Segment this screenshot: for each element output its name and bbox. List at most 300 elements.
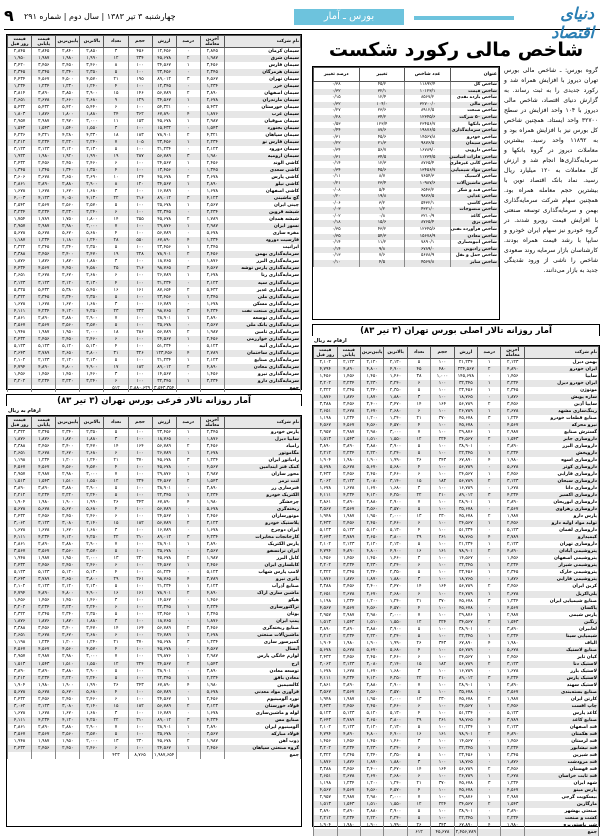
table-cell: ۲,۴۵۶ <box>337 471 360 478</box>
table-cell: ۳,۲۳۴ <box>501 380 524 387</box>
table-cell: ۲۴ <box>104 111 128 118</box>
table-cell: ۳ <box>176 76 200 83</box>
row-label: لنت ترمز <box>224 478 300 485</box>
table-cell: ۲,۲۲۰ <box>360 450 383 457</box>
table-cell: ۳ <box>104 527 128 534</box>
dateline: چهارشنبه ۳ تیر ۱۳۸۳ | سال دوم | شماره ۲۹۱ <box>24 12 176 21</box>
table-cell: ۳ <box>478 598 501 605</box>
table-cell: ۵ <box>407 689 430 696</box>
table-cell: ۴,۵۶۷ <box>501 422 524 429</box>
table-cell: ۳,۱۲۳ <box>501 661 524 668</box>
table-cell: ۶ <box>104 450 128 457</box>
table-cell: ۱۰۰ <box>431 527 454 534</box>
table-cell: ۲,۹۵۷ <box>8 471 32 478</box>
table-cell: ۱,۵۱۰ <box>56 478 80 485</box>
table-cell: ۶۷,۸۹۰ <box>152 111 176 118</box>
table-cell: ۲ <box>478 401 501 408</box>
table-cell: ۴,۵۶۰ <box>56 464 80 471</box>
table-row <box>314 247 499 254</box>
table-cell: ۱ <box>176 696 200 703</box>
row-label: لعابیران <box>524 626 598 633</box>
row-label: توسعه معادن <box>224 668 300 675</box>
row-label: سرمایه‌گذاری سپه <box>224 280 300 287</box>
table-cell: ۰/۴۴ <box>314 128 360 135</box>
table-cell: ۳,۹۰۰ <box>384 808 407 815</box>
table-cell: ۴,۵۶۷ <box>200 646 224 653</box>
table-cell: ۸ <box>104 181 128 188</box>
table-cell: ۲۴,۵۶۷ <box>152 336 176 343</box>
table-cell: ۳ <box>104 258 128 265</box>
table-cell: ۱ <box>478 794 501 801</box>
table-cell: ۴,۱۲۰ <box>360 492 383 499</box>
table-cell: ۱۶,۷۸۹ <box>152 710 176 717</box>
table-cell: ۲۱ <box>104 457 128 464</box>
table-cell: ۴,۱۱۱ <box>8 308 32 315</box>
table-cell: ۲۲,۳۴۵ <box>454 633 477 640</box>
table-cell: ۳ <box>104 710 128 717</box>
table-cell: ۴,۲۳۴ <box>337 675 360 682</box>
table-cell: ۴۵,۶۷۸ <box>152 555 176 562</box>
table-cell: ۳ <box>176 717 200 724</box>
table-cell: ۲ <box>478 766 501 773</box>
table-cell: ۳,۰۶۲ <box>8 703 32 710</box>
table-cell: ۲۱۶ <box>128 265 152 272</box>
table-cell: ۲۶۱ <box>431 717 454 724</box>
table-cell: ۱ <box>478 752 501 759</box>
table-cell: ۵ <box>407 808 430 815</box>
table-cell: ۳,۳۸۸ <box>8 251 32 258</box>
table-cell: ۲۸,۹۰۱ <box>152 541 176 548</box>
table-cell: ۱,۶۷۸ <box>337 485 360 492</box>
table-cell: ۱,۹۸۷ <box>501 696 524 703</box>
table-cell: ۱ <box>478 450 501 457</box>
row-label: ریخته‌گری <box>224 506 300 513</box>
table-row <box>8 752 301 759</box>
table-cell: ۹۸,۷۶۵ <box>152 576 176 583</box>
table-row <box>8 322 301 329</box>
table-cell: ۲,۴۵۰ <box>56 160 80 167</box>
table-cell: ۲۱ <box>104 76 128 83</box>
table-cell: ۲,۲۲۰ <box>360 815 383 822</box>
table-cell: ۵ <box>104 731 128 738</box>
table-cell: ۱,۴۶۰ <box>384 555 407 562</box>
table-cell: ۴,۱۲۳ <box>32 195 56 202</box>
table-cell: ۵,۳۲۵ <box>8 287 32 294</box>
table-cell: ۳,۴۵۶ <box>32 251 56 258</box>
table-cell: ۳,۲۳۰ <box>360 745 383 752</box>
table-cell: ۲ <box>478 731 501 738</box>
table-cell: ۴,۵۶۷ <box>337 422 360 429</box>
table-row <box>8 646 301 653</box>
column-header: آخرین معامله <box>501 347 524 359</box>
table-cell: ۰/۱۴ <box>314 247 360 254</box>
column-header: نام شرکت <box>524 347 598 359</box>
table-cell: ۲۱۰ <box>431 675 454 682</box>
table-cell: ۰/۸ <box>359 214 405 221</box>
table-cell: ۲,۲۴۰ <box>384 450 407 457</box>
table-cell: ۱۸,۷۶۵ <box>454 394 477 401</box>
table-cell: ۲۴,۵۶۷ <box>152 745 176 752</box>
table-cell: ۲,۴۵۰ <box>56 745 80 752</box>
table-cell: ۲ <box>176 287 200 294</box>
table-cell: ۱۲ <box>104 661 128 668</box>
row-label: زامیاد <box>224 443 300 450</box>
row-label: شهد ایران <box>524 780 598 787</box>
table-cell: ۲۹,۸۷۶ <box>454 429 477 436</box>
table-row <box>8 478 301 485</box>
table-cell: ۱۴,۵۶۷ <box>454 738 477 745</box>
table-cell: ۳,۳۸۸ <box>8 443 32 450</box>
table-cell: ۱,۶۷۸ <box>32 527 56 534</box>
table-cell <box>8 752 32 759</box>
table-row <box>314 359 599 367</box>
table-cell: ۳,۴۲۰ <box>8 62 32 69</box>
table-cell: ۱۴,۵۶۷ <box>152 371 176 378</box>
table-cell: ۴,۹۰۰ <box>384 366 407 373</box>
table-cell <box>80 385 104 392</box>
table-cell: ۲۳ <box>104 308 128 315</box>
table-cell: ۳,۲۳۴ <box>200 209 224 216</box>
table-cell: ۲۶ <box>407 457 430 464</box>
left-table-title: آمار روزانه تالار فرعی بورس تهران (۳ تیر ۸۳) <box>6 394 302 406</box>
table-cell: ۳,۰۰۰ <box>384 612 407 619</box>
row-label: سایپا آذین <box>524 401 598 408</box>
table-cell: ۴ <box>104 343 128 350</box>
table-cell: ۱۶۱ <box>128 287 152 294</box>
table-row <box>314 89 499 96</box>
table-cell: ۰ <box>176 597 200 604</box>
row-label: سیمان خوزستان <box>224 104 300 111</box>
table-cell: ۲,۹۸۷ <box>337 429 360 436</box>
table-cell: ۰ <box>176 104 200 111</box>
table-cell: ۳,۱۲۳ <box>337 661 360 668</box>
table-cell: ۵۵۰ <box>128 237 152 244</box>
table-cell: ۱,۲۴۰ <box>80 639 104 646</box>
table-row <box>8 464 301 471</box>
table-cell: ۲,۰۰۰ <box>384 513 407 520</box>
row-label: لاستیک پارس <box>524 675 598 682</box>
table-row <box>8 576 301 583</box>
table-cell: ۳۱,۲۳۴ <box>152 146 176 153</box>
table-cell: ۴ <box>104 506 128 513</box>
table-row <box>8 717 301 724</box>
table-cell: ۲,۴۶۰ <box>80 696 104 703</box>
table-cell: ۲,۴۵۶ <box>32 336 56 343</box>
row-label: صنایع بسته‌بندی <box>524 689 598 696</box>
table-cell: ۲۱۶ <box>128 195 152 202</box>
table-cell: ۱ <box>478 499 501 506</box>
table-cell: ۱,۴۵۰ <box>360 738 383 745</box>
row-label: سرمایه‌گذاری البرز <box>224 258 300 265</box>
row-label: کمک فنر ایندامین <box>224 464 300 471</box>
table-cell: ۲,۶۷۸ <box>501 591 524 598</box>
table-cell: ۱۰۰ <box>128 436 152 443</box>
row-label: تراکتورسازی <box>224 604 300 611</box>
table-cell: ۵ <box>407 569 430 576</box>
table-cell: ۳ <box>104 436 128 443</box>
table-cell: ۶ <box>104 632 128 639</box>
column-header: درصد تغییر <box>314 68 360 82</box>
table-cell: ۱,۹۸۷ <box>32 329 56 336</box>
row-label: شاخص منسوجات <box>450 207 498 214</box>
row-label: صنایع کاغذ <box>524 717 598 724</box>
table-cell: ۳,۵۷۰ <box>80 322 104 329</box>
table-cell: ۱,۹۰۴ <box>314 457 338 464</box>
table-cell: ۲,۸۶۱ <box>8 541 32 548</box>
table-cell: ۶۵۴۳/۲ <box>405 188 451 195</box>
row-label: الکتریک خودرو <box>224 492 300 499</box>
table-row <box>314 234 499 241</box>
table-cell: ۵,۶۸۰ <box>384 647 407 654</box>
table-cell: ۰ <box>478 506 501 513</box>
table-cell: ۵۶۷۸/۹ <box>405 253 451 260</box>
table-cell: ۳,۵۶۷ <box>8 731 32 738</box>
table-cell: ۴,۵۰۰ <box>56 76 80 83</box>
row-label: سرمایه‌گذاری صنایع <box>224 357 300 364</box>
table-cell: ۳,۵۶۷ <box>337 689 360 696</box>
table-cell: ۷ <box>407 794 430 801</box>
table-cell: ۱۲۳/۴ <box>359 122 405 129</box>
table-cell: ۱۸,۷۶۵ <box>152 436 176 443</box>
table-cell: ۱۷ <box>104 364 128 371</box>
table-cell: ۳,۵۶۷ <box>8 322 32 329</box>
table-cell: ۲,۴۵۶ <box>32 696 56 703</box>
table-row <box>314 380 599 387</box>
table-cell: ۳ <box>176 308 200 315</box>
table-cell: ۲,۲۳۴ <box>32 139 56 146</box>
table-row <box>314 682 599 689</box>
table-cell: ۱۶,۷۸۹ <box>152 301 176 308</box>
table-cell: ۴,۵۶۷ <box>200 265 224 272</box>
table-row <box>8 682 301 689</box>
table-cell: ۱۰۰ <box>431 626 454 633</box>
table-cell: ۲,۱۰۲ <box>314 724 338 731</box>
table-cell: ۴,۸۹۰ <box>32 590 56 597</box>
table-row <box>8 280 301 287</box>
table-cell: ۵,۶۸۰ <box>80 689 104 696</box>
table-cell: ۲,۲۳۴ <box>200 139 224 146</box>
table-cell: ۴ <box>478 534 501 541</box>
table-cell: ۱,۲۳۴ <box>501 598 524 605</box>
table-cell: ۲,۹۵۷ <box>314 612 338 619</box>
table-cell: ۲,۶۸۰ <box>80 450 104 457</box>
table-cell: ۱,۴۵۶ <box>501 738 524 745</box>
table-cell: ۱۲۴ <box>128 174 152 181</box>
row-label: شاخص مالی <box>450 102 498 109</box>
table-cell: ۰/۱۳ <box>314 253 360 260</box>
table-cell: ۳,۵۶۰ <box>360 506 383 513</box>
table-cell: ۲,۳۵۰ <box>80 244 104 251</box>
table-cell: ۴,۴۵۰ <box>56 265 80 272</box>
table-cell: ۲۸,۹۰۱ <box>454 682 477 689</box>
table-cell: ۲۶,۷۸۹ <box>152 272 176 279</box>
table-cell: ۰ <box>478 394 501 401</box>
table-cell: ۳,۰۸۰ <box>360 478 383 485</box>
table-row <box>314 253 499 260</box>
table-cell: ۱۴ <box>407 766 430 773</box>
row-label: پارس شیمی <box>524 612 598 619</box>
table-cell: ۱,۱۹۸ <box>8 457 32 464</box>
table-cell: ۱,۹۸۰ <box>337 640 360 647</box>
table-cell: ۶ <box>104 336 128 343</box>
table-cell: ۱۲ <box>407 436 430 443</box>
table-cell: ۱,۹۸۰ <box>501 822 524 829</box>
column-header: آخرین معامله <box>200 417 224 429</box>
table-cell: ۴,۴۳۴ <box>8 265 32 272</box>
table-row <box>314 738 599 745</box>
column-header: عدد شاخص <box>405 68 451 82</box>
table-cell: ۰ <box>176 371 200 378</box>
table-row <box>314 583 599 590</box>
table-cell: ۲,۹۰۰ <box>80 181 104 188</box>
table-cell: ۱۰۰ <box>128 492 152 499</box>
table-cell: ۲,۹۰۰ <box>80 724 104 731</box>
table-cell: ۲۱ <box>407 415 430 422</box>
table-cell: ۲۴,۵۶۷ <box>152 160 176 167</box>
table-cell: ۱۰۰ <box>128 83 152 90</box>
table-cell: ۱,۸۸۰ <box>80 111 104 118</box>
table-cell: ۰/۲۲ <box>314 141 360 148</box>
table-cell: ۲,۱۲۳ <box>337 724 360 731</box>
column-header: درصد <box>478 347 501 359</box>
table-cell: ۱,۸۸۰ <box>80 436 104 443</box>
table-cell: ۲,۲۳۴ <box>200 675 224 682</box>
table-cell: ۵,۱۲۳ <box>337 710 360 717</box>
row-label: ایران ترانسفو <box>224 548 300 555</box>
table-row <box>314 745 599 752</box>
table-cell: ۱ <box>176 181 200 188</box>
table-row <box>314 82 499 89</box>
table-cell: ۴۵,۶۷۸ <box>152 646 176 653</box>
table-cell: ۱۲,۴۵۶ <box>152 48 176 56</box>
table-cell: ۰ <box>478 787 501 794</box>
table-cell: ۵۶,۷۸۹ <box>152 625 176 632</box>
table-cell: ۳,۴۵۶ <box>200 443 224 450</box>
table-cell: ۱,۶۷۸ <box>501 668 524 675</box>
table-cell: ۱۹۸۷۶/۵ <box>405 128 451 135</box>
table-row <box>314 429 599 436</box>
table-cell: ۱,۸۷۶ <box>8 258 32 265</box>
table-cell: ۷۸۹۰/۱ <box>405 240 451 247</box>
table-cell: ۲,۱۲۳ <box>200 583 224 590</box>
table-cell: ۱,۳۴۵ <box>200 167 224 174</box>
table-cell: ۱۰۰ <box>431 759 454 766</box>
table-cell: ۳,۲۴۰ <box>80 209 104 216</box>
table-row <box>314 654 599 661</box>
row-label: ایران خودرو <box>524 366 598 373</box>
table-cell: ۴,۸۰۰ <box>56 364 80 371</box>
table-cell: ۰ <box>478 689 501 696</box>
table-cell: ۱,۲۴۰ <box>384 780 407 787</box>
table-cell: ۳,۵۶۷ <box>501 689 524 696</box>
table-cell: ۴,۲۵۰ <box>80 717 104 724</box>
table-cell: ۳۷۰ <box>431 780 454 787</box>
table-cell: ۰ <box>176 301 200 308</box>
table-cell: ۰/۰۶ <box>314 201 360 208</box>
table-cell: ۷ <box>104 653 128 660</box>
table-cell: ۳ <box>104 125 128 132</box>
table-cell: ۲ <box>176 364 200 371</box>
table-cell: ۳,۶۴۳ <box>8 576 32 583</box>
table-cell: ۳,۵۶۷ <box>32 322 56 329</box>
table-cell: ۱,۸۷۶ <box>8 618 32 625</box>
table-cell: ۶۷,۸۹۰ <box>454 457 477 464</box>
table-cell: ۱۶۴ <box>431 766 454 773</box>
table-row <box>314 102 499 109</box>
table-cell: ۴۵,۶۷۸ <box>454 422 477 429</box>
table-cell: ۲,۶۷۸ <box>337 408 360 415</box>
table-row <box>314 541 599 548</box>
table-cell: ۱,۱۹۸ <box>314 598 338 605</box>
table-cell: ۱,۸۰۰ <box>56 111 80 118</box>
table-cell: ۱۲ <box>407 801 430 808</box>
table-cell: ۲,۸۸۰ <box>56 181 80 188</box>
table-cell: ۱,۲۴۰ <box>384 598 407 605</box>
table-cell: ۳,۵۶۷ <box>501 506 524 513</box>
table-cell: ۱ <box>478 654 501 661</box>
table-row <box>314 661 599 668</box>
table-cell: ۳۴۳ <box>431 640 454 647</box>
row-label: لوله و ماشین‌سازی <box>224 710 300 717</box>
table-cell: ۲۲ <box>104 534 128 541</box>
table-cell: ۳,۸۰۰ <box>80 350 104 357</box>
table-row <box>314 605 599 612</box>
table-cell: ۰ <box>478 527 501 534</box>
table-cell: ۲,۹۷۰ <box>56 118 80 125</box>
table-cell: ۲,۹۵۷ <box>8 223 32 230</box>
table-row <box>8 611 301 618</box>
table-cell: ۱ <box>176 611 200 618</box>
table-cell: ۱,۸۷۶ <box>200 618 224 625</box>
table-row <box>8 485 301 492</box>
table-row <box>8 118 301 125</box>
table-cell: ۲,۵۶۷ <box>32 202 56 209</box>
table-cell: ۱,۲۴۰ <box>80 457 104 464</box>
table-cell: ۳,۴۵۶ <box>501 583 524 590</box>
table-cell: ۲,۶۷۸ <box>32 272 56 279</box>
table-cell: ۱۰۰ <box>128 583 152 590</box>
table-cell: ۱,۹۹۰ <box>80 55 104 62</box>
table-cell: ۲۲,۳۴۵ <box>454 450 477 457</box>
table-cell: ۵,۶۷۰ <box>56 689 80 696</box>
row-label: صنایع ریخته‌گری <box>224 625 300 632</box>
table-cell: ۱,۸۷۶ <box>501 576 524 583</box>
table-cell: ۱۰۰ <box>128 597 152 604</box>
table-cell: ۲,۳۴۰ <box>56 69 80 76</box>
table-cell: ۴ <box>176 111 200 118</box>
table-cell: ۷ <box>407 429 430 436</box>
table-cell: ۱ <box>478 633 501 640</box>
column-header: درصد <box>176 36 200 48</box>
table-cell: ۲,۶۵۱ <box>8 272 32 279</box>
table-cell: ۱,۹۵۰ <box>360 513 383 520</box>
table-cell: ۳,۹۰۰ <box>384 443 407 450</box>
table-cell: ۴,۹۰۰ <box>80 590 104 597</box>
table-row <box>8 499 301 506</box>
table-cell: ۲ <box>478 801 501 808</box>
table-cell: ۳,۴۵۶ <box>200 62 224 69</box>
table-cell: ۴,۸۰۰ <box>360 366 383 373</box>
table-cell: ۱,۵۴۳ <box>337 619 360 626</box>
column-header: نام شرکت <box>224 36 300 48</box>
table-cell: ۰ <box>176 527 200 534</box>
table-cell: ۵,۶۸۰ <box>80 230 104 237</box>
row-label: سرمایه‌گذاری نیرو <box>224 371 300 378</box>
table-cell: ۲,۳۴۵ <box>8 69 32 76</box>
table-cell: ۲,۱۲۰ <box>360 541 383 548</box>
table-row <box>314 471 599 478</box>
table-cell: ۲۱۰ <box>431 492 454 499</box>
